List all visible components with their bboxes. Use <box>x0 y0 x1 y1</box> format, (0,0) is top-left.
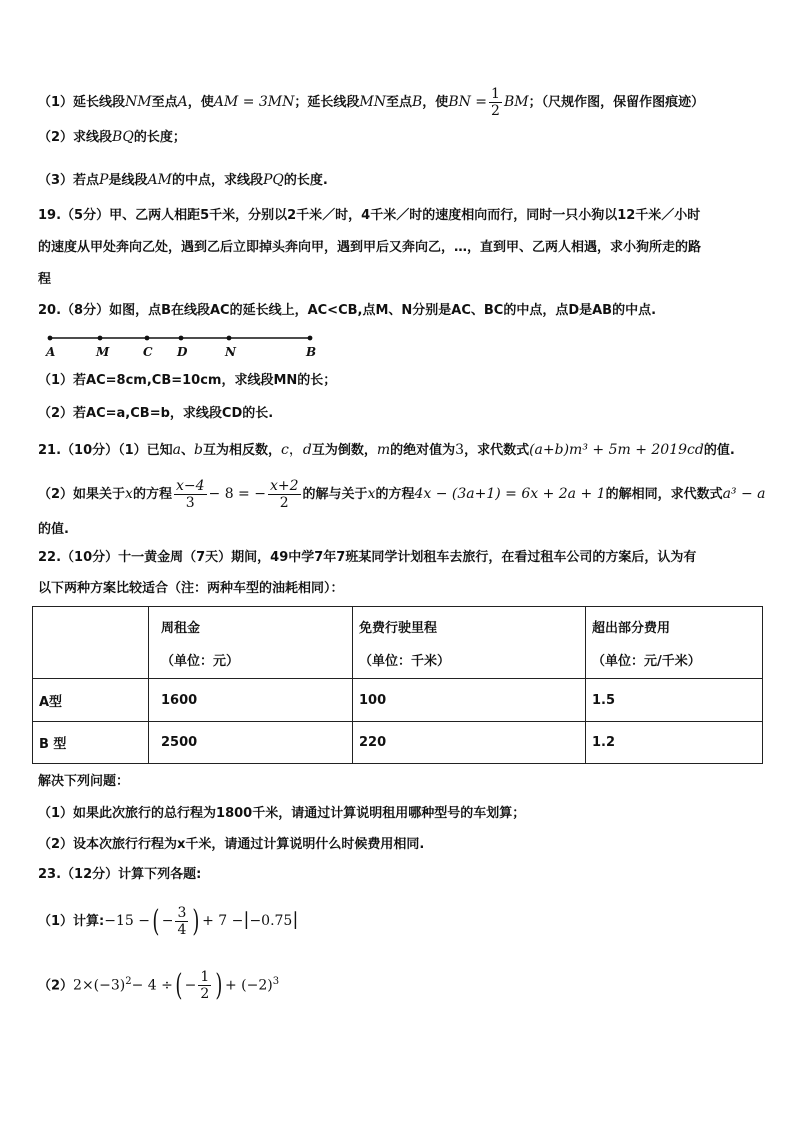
math-expr: − 4 ÷ <box>131 977 173 994</box>
table-header-cell <box>33 607 149 679</box>
exponent: 3 <box>272 976 280 987</box>
header-unit: （单位：元） <box>161 653 240 669</box>
left-paren: ( <box>152 903 160 939</box>
rental-table <box>32 606 763 764</box>
q19-line2: 的速度从甲处奔向乙处，遇到乙后立即掉头奔向甲，遇到甲后又奔向乙，…，直到甲、乙两人相遇，求小狗所走的路 <box>38 240 702 255</box>
math-expr: (a+b)m³ + 5m + 2019cd <box>529 442 704 458</box>
q21-part1 <box>38 441 735 460</box>
text: 的值. <box>703 443 735 458</box>
abs-close: | <box>292 909 299 930</box>
q23-part2 <box>38 962 279 1006</box>
math-var: m <box>376 442 391 458</box>
point-m-label: M <box>96 345 110 359</box>
text: ，求代数式 <box>464 443 530 458</box>
math-var: d <box>302 442 312 458</box>
text: （2）求线段 <box>38 130 113 145</box>
q22-solve: 解决下列问题： <box>38 774 130 789</box>
q22-part2: （2）设本次旅行行程为x千米，请通过计算说明什么时候费用相同. <box>38 837 425 852</box>
abs-open: | <box>243 909 250 930</box>
text: ， <box>288 442 303 458</box>
table-header-cell <box>586 607 763 679</box>
point-d-dot <box>179 336 184 341</box>
fraction-denominator: 2 <box>279 495 289 511</box>
math-point: B <box>412 94 423 110</box>
q21-part2-line2: 的值. <box>38 522 69 537</box>
q20-part2: （2）若AC=a,CB=b，求线段CD的长. <box>38 406 274 421</box>
text: 的长度. <box>283 173 328 188</box>
math-seg: PQ <box>262 172 284 188</box>
minus-sign: − <box>161 913 174 929</box>
text: 的方程 <box>132 487 172 502</box>
text: （2） <box>38 978 74 994</box>
header-title: 超出部分费用 <box>592 620 671 636</box>
text: ；（尺规作图，保留作图痕迹） <box>528 95 705 110</box>
left-paren: ( <box>175 967 183 1003</box>
math-expr: −15 − <box>104 913 150 929</box>
table-cell: B 型 <box>33 722 149 764</box>
minus-sign: − <box>184 977 197 994</box>
text: （2）如果关于 <box>38 487 126 502</box>
point-m-dot <box>98 336 103 341</box>
text: 互为倒数， <box>311 443 377 458</box>
text: 互为相反数， <box>203 443 282 458</box>
math-eq: BN = <box>448 94 488 110</box>
point-a-label: A <box>46 345 56 359</box>
q18-part1 <box>38 86 704 119</box>
text: 的长度； <box>133 130 186 145</box>
math-var: x <box>367 486 376 502</box>
text: ，使 <box>422 95 449 110</box>
table-cell: 220 <box>353 722 586 764</box>
table-row <box>33 722 763 764</box>
exponent: 2 <box>125 976 132 987</box>
math-seg: AM <box>147 172 172 188</box>
q21-part2 <box>38 474 766 515</box>
fraction-denominator: 3 <box>185 495 195 511</box>
q20-stem: 20.（8分）如图，点B在线段AC的延长线上，AC<CB,点M、N分别是AC、BC的中点，点D是AB的中点. <box>38 303 657 318</box>
text: 是线段 <box>108 173 148 188</box>
math-expr: −0.75 <box>249 913 293 929</box>
table-cell: 1.5 <box>586 679 763 722</box>
text: 21.（10分）（1）已知 <box>38 443 173 458</box>
fraction-numerator: 1 <box>200 969 210 986</box>
math-expr: + 7 − <box>202 913 244 929</box>
header-unit: （单位：元/千米） <box>592 653 701 669</box>
header-title: 免费行驶里程 <box>359 620 438 636</box>
q20-part1: （1）若AC=8cm,CB=10cm，求线段MN的长； <box>38 373 337 388</box>
q19-line3: 程 <box>38 272 52 287</box>
point-n-dot <box>227 336 232 341</box>
fraction <box>175 905 188 938</box>
math-var: a <box>172 442 182 458</box>
point-n-label: N <box>225 345 236 359</box>
table-row <box>33 679 763 722</box>
q18-part3 <box>38 171 328 190</box>
math-eq: BM <box>503 94 529 110</box>
math-expr: 2×(−3) <box>73 977 126 994</box>
text: 至点 <box>385 95 412 110</box>
right-paren: ) <box>192 903 200 939</box>
math-num: 3 <box>455 442 465 458</box>
header-unit: （单位：千米） <box>359 653 451 669</box>
table-cell: A型 <box>33 679 149 722</box>
text: （3）若点 <box>38 173 100 188</box>
table-header-cell <box>149 607 353 679</box>
point-b-dot <box>308 336 313 341</box>
math-point: A <box>177 94 188 110</box>
math-seg: NM <box>125 94 152 110</box>
q22-part1: （1）如果此次旅行的总行程为1800千米，请通过计算说明租用哪种型号的车划算； <box>38 806 526 821</box>
fraction-numerator: x−4 <box>175 478 205 494</box>
fraction-denominator: 2 <box>491 103 500 119</box>
text: 的解与关于 <box>302 487 368 502</box>
text: 的解相同，求代数式 <box>605 487 723 502</box>
table-cell: 1600 <box>149 679 353 722</box>
math-var: x <box>125 486 133 502</box>
text: ；延长线段 <box>294 95 360 110</box>
table-cell: 100 <box>353 679 586 722</box>
math-eq: AM = 3MN <box>213 94 295 110</box>
text: 、 <box>181 443 195 458</box>
math-seg: BQ <box>112 129 134 145</box>
fraction-denominator: 4 <box>177 922 187 938</box>
q18-part2 <box>38 128 186 147</box>
text: （1）延长线段 <box>38 95 126 110</box>
table-cell: 2500 <box>149 722 353 764</box>
math-expr: a³ − a <box>722 486 766 502</box>
math-op: − 8 = − <box>208 486 266 502</box>
text: 至点 <box>151 95 178 110</box>
math-expr: + (−2) <box>225 977 273 994</box>
math-var: c <box>281 442 289 458</box>
fraction <box>268 478 301 511</box>
table-header-cell <box>353 607 586 679</box>
math-var: b <box>194 442 204 458</box>
point-a-dot <box>48 336 53 341</box>
fraction-denominator: 2 <box>200 986 210 1003</box>
fraction <box>489 86 502 119</box>
text: 的中点，求线段 <box>171 173 263 188</box>
right-paren: ) <box>215 967 223 1003</box>
q22-line1: 22.（10分）十一黄金周（7天）期间，49中学7年7班某同学计划租车去旅行，在看过租车公司的方案后，认为有 <box>38 550 697 565</box>
text: 的方程 <box>375 487 415 502</box>
text: ，使 <box>187 95 214 110</box>
q23-stem: 23.（12分）计算下列各题: <box>38 867 202 882</box>
point-c-dot <box>145 336 150 341</box>
text: （1）计算: <box>38 914 105 929</box>
math-eq: 4x − (3a+1) = 6x + 2a + 1 <box>414 486 606 502</box>
q22-line2: 以下两种方案比较适合（注：两种车型的油耗相同）： <box>38 581 344 596</box>
segment-diagram <box>38 330 328 360</box>
text: 的绝对值为 <box>390 443 456 458</box>
fraction-numerator: 1 <box>491 86 500 102</box>
q23-part1 <box>38 900 298 942</box>
point-c-label: C <box>143 345 153 359</box>
fraction-numerator: 3 <box>177 905 187 921</box>
header-title: 周租金 <box>161 620 201 636</box>
math-point: P <box>99 172 109 188</box>
table-cell: 1.2 <box>586 722 763 764</box>
fraction <box>198 969 211 1002</box>
point-d-label: D <box>177 345 188 359</box>
math-seg: MN <box>359 94 386 110</box>
fraction <box>174 478 207 511</box>
point-b-label: B <box>306 345 317 359</box>
table-header-row <box>33 607 763 679</box>
fraction-numerator: x+2 <box>269 478 299 494</box>
q19-line1: 19.（5分）甲、乙两人相距5千米，分别以2千米／时，4千米／时的速度相向而行，同时一只小狗以12千米／小时 <box>38 208 701 223</box>
